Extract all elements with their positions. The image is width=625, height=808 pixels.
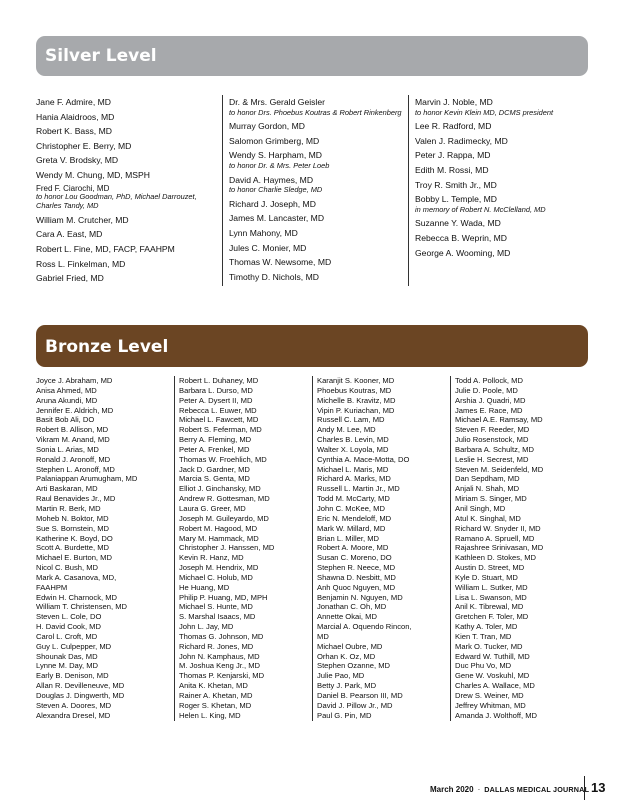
donor-name: Austin D. Street, MD: [455, 563, 525, 573]
donor-entry: [229, 241, 408, 256]
donor-name: Philip P. Huang, MD, MPH: [179, 592, 268, 602]
donor-name: John N. Kamphaus, MD: [179, 651, 260, 661]
donor-dedication: to honor Charlie Sledge, MD: [229, 185, 323, 195]
donor-name: Troy R. Smith Jr., MD: [415, 179, 497, 190]
donor-name: Jack D. Gardner, MD: [179, 464, 250, 474]
donor-entry: [229, 119, 408, 134]
donor-dedication: in memory of Robert N. McClelland, MD: [415, 204, 546, 214]
donor-name: William L. Sutker, MD: [455, 582, 528, 592]
donor-name: Gabriel Fried, MD: [36, 273, 104, 284]
donor-name: Kevin R. Hanz, MD: [179, 553, 244, 563]
donor-name: Eric N. Mendeloff, MD: [317, 513, 392, 523]
donor-entry: [36, 183, 222, 211]
issue-date: March 2020: [430, 785, 474, 794]
donor-name: Joseph M. Hendrix, MD: [179, 563, 259, 573]
donor-name: Barbara L. Durso, MD: [179, 385, 253, 395]
donor-name: He Huang, MD: [179, 582, 230, 592]
donor-name: Elliot J. Ginchansky, MD: [179, 484, 261, 494]
donor-name: Suzanne Y. Wada, MD: [415, 218, 501, 229]
donor-name: Russell C. Lam, MD: [317, 415, 385, 425]
donor-name: Basit Bob Ali, DO: [36, 415, 95, 425]
donor-entry: [229, 134, 408, 149]
donor-name: Kien T. Tran, MD: [455, 631, 512, 641]
donor-name: Kathy A. Toler, MD: [455, 622, 518, 632]
donor-name: Bobby L. Temple, MD: [415, 194, 497, 205]
donor-name: Robert K. Bass, MD: [36, 126, 112, 137]
donor-name: John L. Jay, MD: [179, 622, 234, 632]
donor-name: Julie Pao, MD: [317, 671, 365, 681]
donor-name: Jonathan C. Oh, MD: [317, 602, 387, 612]
donor-name: Steven F. Reeder, MD: [455, 425, 530, 435]
donor-name: Jane F. Admire, MD: [36, 97, 111, 107]
donor-name: Edwin H. Charnock, MD: [36, 592, 118, 602]
donor-name: Michelle B. Kravitz, MD: [317, 395, 396, 405]
donor-name: Charles A. Wallace, MD: [455, 681, 535, 691]
donor-entry: [415, 134, 594, 149]
donor-name: Sue S. Bornstein, MD: [36, 523, 110, 533]
donor-name: John C. McKee, MD: [317, 503, 385, 513]
donor-entry: [36, 271, 222, 286]
donor-entry: [229, 211, 408, 226]
donor-name: MD: [317, 631, 329, 641]
donor-name: Laura G. Greer, MD: [179, 503, 246, 513]
donor-name: Roger S. Khetan, MD: [179, 700, 252, 710]
donor-name: Jennifer E. Aldrich, MD: [36, 405, 114, 415]
donor-name: Raul Benavides Jr., MD: [36, 494, 116, 504]
donor-name: Stephen R. Neece, MD: [317, 563, 396, 573]
donor-name: Robert S. Feferman, MD: [179, 425, 262, 435]
donor-name: Michael C. Holub, MD: [179, 572, 253, 582]
donor-entry: [415, 148, 594, 163]
donor-name: Thomas P. Kenjarski, MD: [179, 671, 265, 681]
donor-name: Ross L. Finkelman, MD: [36, 258, 126, 269]
donor-name: Phoebus Koutras, MD: [317, 385, 392, 395]
donor-name: William T. Christensen, MD: [36, 602, 128, 612]
donor-name: Richard J. Joseph, MD: [229, 198, 316, 209]
donor-name: James M. Lancaster, MD: [229, 213, 325, 224]
donor-entry: [36, 213, 222, 228]
donor-dedication: to honor Kevin Klein MD, DCMS president: [415, 107, 554, 117]
donor-name: Barbara A. Schultz, MD: [455, 444, 534, 454]
donor-name: William M. Crutcher, MD: [36, 214, 129, 225]
donor-entry: [229, 270, 408, 285]
donor-name: Cara A. East, MD: [36, 229, 103, 240]
bronze-column: [36, 376, 174, 721]
donor-name: FAAHPM: [36, 582, 68, 592]
donor-entry: [229, 148, 408, 170]
donor-name: Peter A. Dysert II, MD: [179, 395, 253, 405]
donor-name: Ramano A. Spruell, MD: [455, 533, 535, 543]
donor-name: Wendy S. Harpham, MD: [229, 150, 322, 161]
footer-separator: ·: [477, 785, 481, 794]
donor-name: Robert B. Allison, MD: [36, 425, 109, 435]
donor-name: Anil Singh, MD: [455, 503, 506, 513]
donor-name: Martin R. Berk, MD: [36, 503, 101, 513]
donor-name: Richard A. Marks, MD: [317, 474, 391, 484]
donor-name: Vikram M. Anand, MD: [36, 435, 110, 445]
donor-name: Thomas W. Newsome, MD: [229, 257, 332, 268]
donor-entry: [36, 257, 222, 272]
donor-name: Mary M. Hammack, MD: [179, 533, 259, 543]
donor-name: Anh Quoc Nguyen, MD: [317, 582, 396, 592]
donor-name: Scott A. Burdette, MD: [36, 543, 110, 553]
donor-name: Michael L. Maris, MD: [317, 464, 389, 474]
donor-entry: [415, 119, 594, 134]
donor-name: Robert L. Fine, MD, FACP, FAAHPM: [36, 243, 175, 254]
donor-name: Andy M. Lee, MD: [317, 425, 376, 435]
donor-name: Berry A. Fleming, MD: [179, 435, 252, 445]
donor-name: Drew S. Weiner, MD: [455, 691, 524, 700]
donor-name: Nicol C. Bush, MD: [36, 563, 99, 573]
donor-dedication: to honor Dr. & Mrs. Peter Loeb: [229, 160, 330, 170]
donor-name: Annette Okai, MD: [317, 612, 377, 622]
donor-name: Wendy M. Chung, MD, MSPH: [36, 169, 150, 180]
donor-entry: [36, 139, 222, 154]
page-number: 13: [584, 776, 618, 800]
page-footer: [430, 782, 589, 798]
donor-name: Lisa L. Swanson, MD: [455, 592, 527, 602]
donor-name: Leslie H. Secrest, MD: [455, 454, 529, 464]
donor-name: Daniel B. Pearson III, MD: [317, 691, 403, 700]
silver-level-heading: [36, 36, 588, 76]
donor-name: Julie D. Poole, MD: [455, 385, 518, 395]
donor-name: Marvin J. Noble, MD: [415, 97, 493, 107]
donor-name: Robert L. Duhaney, MD: [179, 376, 259, 385]
donor-name: Valen J. Radimecky, MD: [415, 135, 508, 146]
donor-name: Todd M. McCarty, MD: [317, 494, 390, 504]
donor-name: Michael L. Fawcett, MD: [179, 415, 259, 425]
donor-name: Michael A.E. Ramsay, MD: [455, 415, 543, 425]
donor-name: Paul G. Pin, MD: [317, 710, 372, 720]
donor-entry: [415, 246, 594, 261]
donor-name: Michael Oubre, MD: [317, 641, 383, 651]
journal-name: DALLAS MEDICAL JOURNAL: [484, 785, 590, 794]
donor-name: Steven A. Doores, MD: [36, 700, 112, 710]
donor-name: Dan Sepdham, MD: [455, 474, 520, 484]
donor-name: Jules C. Monier, MD: [229, 242, 307, 253]
donor-name: Moheb N. Boktor, MD: [36, 513, 109, 523]
donor-name: Palaniappan Arumugham, MD: [36, 474, 138, 484]
donor-name: Murray Gordon, MD: [229, 121, 305, 132]
donor-name: Benjamin N. Nguyen, MD: [317, 592, 403, 602]
donor-name: Duc Phu Vo, MD: [455, 661, 512, 671]
donor-name: David A. Haymes, MD: [229, 174, 314, 185]
donor-name: Betty J. Park, MD: [317, 681, 377, 691]
donor-name: Russell L. Martin Jr., MD: [317, 484, 400, 494]
donor-name: David J. Pillow Jr., MD: [317, 700, 393, 710]
donor-name: Michael E. Burton, MD: [36, 553, 112, 563]
silver-column: [36, 95, 222, 286]
donor-name: Richard R. Jones, MD: [179, 641, 254, 651]
donor-entry: [415, 216, 594, 231]
bronze-column: [312, 376, 450, 721]
donor-name: Stephen Ozanne, MD: [317, 661, 391, 671]
donor-name: Steven M. Seidenfeld, MD: [455, 464, 544, 474]
donor-name: Douglas J. Dingwerth, MD: [36, 691, 125, 700]
donor-name: Joyce J. Abraham, MD: [36, 376, 113, 385]
donor-entry: [415, 192, 594, 214]
donor-name: Dr. & Mrs. Gerald Geisler: [229, 97, 325, 107]
donor-name: Stephen L. Aronoff, MD: [36, 464, 115, 474]
donor-name: Edith M. Rossi, MD: [415, 164, 489, 175]
donor-entry: [229, 95, 408, 117]
donor-name: Lee R. Radford, MD: [415, 121, 492, 132]
silver-level-title: Silver Level: [45, 46, 157, 66]
donor-name: Timothy D. Nichols, MD: [229, 271, 319, 282]
donor-entry: [415, 95, 594, 117]
donor-name: Lynne M. Day, MD: [36, 661, 99, 671]
donor-name: Thomas W. Froehlich, MD: [179, 454, 267, 464]
donor-name: Walter X. Loyola, MD: [317, 444, 389, 454]
donor-name: Kathleen D. Stokes, MD: [455, 553, 537, 563]
donor-name: James E. Race, MD: [455, 405, 523, 415]
donor-name: Mark A. Casanova, MD,: [36, 572, 117, 582]
donor-entry: [229, 197, 408, 212]
donor-name: Rebecca B. Weprin, MD: [415, 232, 508, 243]
donor-name: Sonia L. Arias, MD: [36, 444, 99, 454]
donor-entry: [229, 226, 408, 241]
donor-name: Salomon Grimberg, MD: [229, 135, 320, 146]
donor-name: Steven L. Cole, DO: [36, 612, 102, 622]
donor-entry: [415, 178, 594, 193]
donor-name: S. Marshal Isaacs, MD: [179, 612, 256, 622]
donor-name: Charles B. Levin, MD: [317, 435, 389, 445]
donor-name: Julio Rosenstock, MD: [455, 435, 529, 445]
donor-name: Gretchen F. Toler, MD: [455, 612, 529, 622]
donor-entry: [36, 153, 222, 168]
donor-name: Michael S. Hunte, MD: [179, 602, 253, 612]
bronze-column: [450, 376, 588, 721]
donor-name: Richard W. Snyder II, MD: [455, 523, 541, 533]
donor-name: Christopher J. Hanssen, MD: [179, 543, 275, 553]
bronze-level-heading: [36, 325, 588, 367]
donor-name: Edward W. Tuthill, MD: [455, 651, 530, 661]
bronze-column: [174, 376, 312, 721]
bronze-level-title: Bronze Level: [45, 337, 169, 357]
donor-name: Rebecca L. Euwer, MD: [179, 405, 257, 415]
donor-name: Katherine K. Boyd, DO: [36, 533, 113, 543]
donor-name: Hania Alaidroos, MD: [36, 111, 115, 122]
donor-name: Kyle D. Stuart, MD: [455, 572, 518, 582]
donor-name: Vipin P. Kuriachan, MD: [317, 405, 395, 415]
donor-name: Allan R. Devilleneuve, MD: [36, 681, 125, 691]
donor-name: Helen L. King, MD: [179, 710, 241, 720]
donor-name: Peter A. Frenkel, MD: [179, 444, 250, 454]
donor-entry: [36, 95, 222, 110]
silver-donor-list: [36, 95, 594, 286]
donor-name: Orhan K. Oz, MD: [317, 651, 376, 661]
donor-name: Susan C. Moreno, DO: [317, 553, 392, 563]
donor-entry: [36, 168, 222, 183]
silver-column: [222, 95, 408, 286]
donor-name: Shawna D. Nesbitt, MD: [317, 572, 396, 582]
donor-name: Aruna Akundi, MD: [36, 395, 98, 405]
donor-name: Joseph M. Guileyardo, MD: [179, 513, 269, 523]
donor-name: Robert A. Moore, MD: [317, 543, 389, 553]
donor-name: Rainer A. Khetan, MD: [179, 691, 253, 700]
donor-name: Ronald J. Aronoff, MD: [36, 454, 111, 464]
donor-name: Mark W. Millard, MD: [317, 523, 386, 533]
donor-name: Rajashree Srinivasan, MD: [455, 543, 544, 553]
donor-name: Marcia S. Genta, MD: [179, 474, 250, 484]
donor-entry: [415, 163, 594, 178]
donor-entry: [36, 242, 222, 257]
donor-name: Anil K. Tibrewal, MD: [455, 602, 524, 612]
donor-name: Peter J. Rappa, MD: [415, 150, 491, 161]
donor-name: Brian L. Miller, MD: [317, 533, 380, 543]
donor-name: Alexandra Dresel, MD: [36, 710, 111, 720]
donor-name: Cynthia A. Mace-Motta, DO: [317, 454, 410, 464]
donor-name: M. Joshua Keng Jr., MD: [179, 661, 261, 671]
donor-entry: [36, 124, 222, 139]
donor-entry: [415, 231, 594, 246]
donor-entry: [36, 110, 222, 125]
donor-name: Andrew R. Gottesman, MD: [179, 494, 270, 504]
donor-name: Atul K. Singhal, MD: [455, 513, 521, 523]
donor-dedication: to honor Drs. Phoebus Koutras & Robert Rinkenberg: [229, 107, 402, 117]
donor-name: George A. Wooming, MD: [415, 247, 511, 258]
donor-name: Greta V. Brodsky, MD: [36, 155, 119, 166]
donor-entry: [229, 173, 408, 195]
donor-name: Shounak Das, MD: [36, 651, 98, 661]
donor-name: Marcial A. Oquendo Rincon,: [317, 622, 412, 632]
donor-name: Gene W. Voskuhl, MD: [455, 671, 530, 681]
donor-name: Guy L. Culpepper, MD: [36, 641, 112, 651]
donor-name: Thomas G. Johnson, MD: [179, 631, 264, 641]
donor-name: Mark O. Tucker, MD: [455, 641, 523, 651]
donor-name: Jeffrey Whitman, MD: [455, 700, 526, 710]
silver-column: [408, 95, 594, 286]
donor-entry: [229, 255, 408, 270]
donor-name: Carol L. Croft, MD: [36, 631, 98, 641]
donor-name: Miriam S. Singer, MD: [455, 494, 527, 504]
donor-name: Christopher E. Berry, MD: [36, 140, 132, 151]
bronze-donor-list: [36, 376, 588, 721]
donor-name: Lynn Mahony, MD: [229, 227, 298, 238]
donor-name: Anjali N. Shah, MD: [455, 484, 520, 494]
donor-name: Robert M. Hagood, MD: [179, 523, 258, 533]
donor-dedication: to honor Lou Goodman, PhD, Michael Darrouzet, Charles Tandy, MD: [36, 191, 197, 211]
donor-name: H. David Cook, MD: [36, 622, 101, 632]
donor-name: Arshia J. Quadri, MD: [455, 395, 526, 405]
donor-name: Todd A. Pollock, MD: [455, 376, 523, 385]
donor-name: Karanjit S. Kooner, MD: [317, 376, 395, 385]
donor-name: Arti Baskaran, MD: [36, 484, 98, 494]
donor-name: Amanda J. Wolthoff, MD: [455, 710, 538, 720]
donor-entry: [36, 227, 222, 242]
donor-name: Anisa Ahmed, MD: [36, 385, 97, 395]
donor-name: Fred F. Ciarochi, MD: [36, 183, 110, 193]
donor-name: Early B. Denison, MD: [36, 671, 109, 681]
donor-name: Anita K. Khetan, MD: [179, 681, 248, 691]
